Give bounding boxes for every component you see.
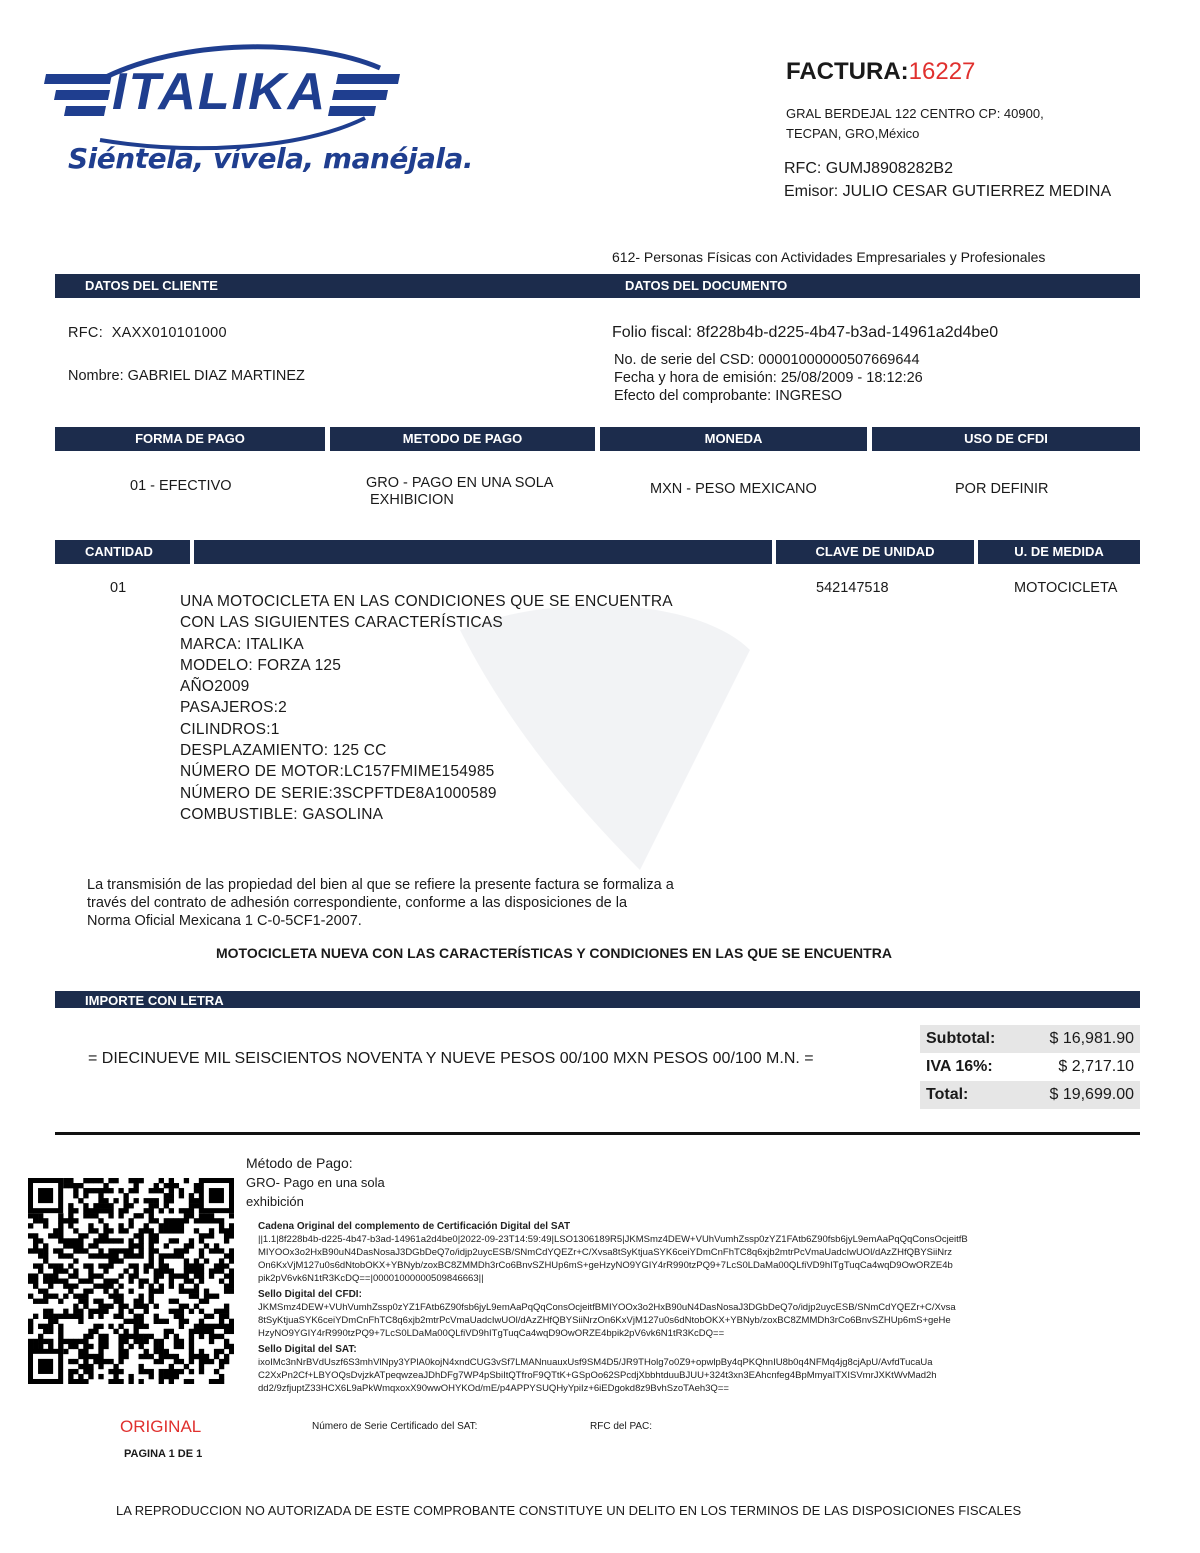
cliente-rfc-value: XAXX010101000 — [111, 325, 227, 341]
disclaimer: LA REPRODUCCION NO AUTORIZADA DE ESTE COMPROBANTE CONSTITUYE UN DELITO EN LOS TERMINOS DE LAS DISPOSICIONES FISCALES — [116, 1503, 1022, 1518]
subtotal-label: Subtotal: — [920, 1025, 1021, 1053]
no-serie-sat-label: Número de Serie Certificado del SAT: — [312, 1421, 478, 1432]
rfc-pac-label: RFC del PAC: — [590, 1421, 653, 1432]
cliente-nombre — [68, 368, 305, 384]
iva-label: IVA 16%: — [926, 1058, 993, 1075]
metodo-pago-header-label: METODO DE PAGO — [402, 431, 523, 446]
efecto-comprobante: Efecto del comprobante: INGRESO — [614, 388, 843, 404]
total-label: Total: — [920, 1081, 1021, 1109]
concepto-descripcion — [180, 591, 673, 825]
uso-cfdi-value: POR DEFINIR — [955, 481, 1049, 497]
sello-cfdi-line: 8tSyKtjuaSYK6ceiYDmCnFhTC8q6xjb2mtrPcVmaUadcIwUOl/dAzZHfQBYSiiNrzOn6KxVjM127u0s6dNtobOKX+YBNyb/zoxBC8ZMMDh3rCo6BnvSZHUp6mS+geHe — [258, 1315, 951, 1326]
header-uso-cfdi — [872, 427, 1140, 451]
factura-title — [786, 58, 975, 86]
header-descripcion — [194, 540, 772, 564]
divider-line — [55, 1132, 1140, 1135]
header-unidad-medida — [978, 540, 1140, 564]
metodo-pago-value-line2: EXHIBICION — [370, 492, 454, 508]
header-forma-pago — [55, 427, 325, 451]
fecha-emision: Fecha y hora de emisión: 25/08/2009 - 18:12:26 — [614, 370, 923, 386]
moneda-header-label: MONEDA — [704, 431, 763, 446]
descripcion-line: CILINDROS:1 — [180, 720, 280, 738]
cliente-nombre-label: Nombre: — [68, 368, 124, 384]
sello-cfdi-line: HzyNO9YGIY4rR990tzPQ9+7LcS0LDaMa00QLfiVD9hITgTuqCa4wqD9OwORZE4bpik2pV6vk6N1tR3KcDQ== — [258, 1328, 725, 1339]
cliente-nombre-value: GABRIEL DIAZ MARTINEZ — [127, 368, 305, 384]
importe-title: IMPORTE CON LETRA — [85, 993, 224, 1008]
documento-section-title: DATOS DEL DOCUMENTO — [625, 278, 788, 293]
descripcion-line: NÚMERO DE SERIE:3SCPFTDE8A1000589 — [180, 784, 497, 802]
logo-wordmark: ITALIKA — [112, 63, 328, 121]
transmision-line3: Norma Oficial Mexicana 1 C-0-5CF1-2007. — [87, 913, 362, 929]
qr-code — [28, 1178, 234, 1384]
subtotal-row — [920, 1025, 1140, 1053]
clave-unidad-header-label: CLAVE DE UNIDAD — [815, 544, 935, 559]
descripcion-line: AÑO2009 — [180, 678, 250, 696]
factura-number: 16227 — [908, 58, 976, 85]
header-cantidad — [55, 540, 190, 564]
total-value: $ 19,699.00 — [1021, 1081, 1140, 1109]
forma-pago-value: 01 - EFECTIVO — [130, 478, 232, 494]
concepto-cantidad: 01 — [110, 580, 127, 596]
header-clave-unidad — [776, 540, 974, 564]
descripcion-line: MODELO: FORZA 125 — [180, 656, 342, 674]
descripcion-line: DESPLAZAMIENTO: 125 CC — [180, 742, 387, 760]
cadena-original — [258, 1220, 1138, 1395]
sello-sat-line: C2XxPn2Cf+LBYOQsDvjzkATpeqwzeaJDhDFg7WP4pSbiItQTfroF9QTtK+GSpOo62SPcdjXbbhtduuBJUU+324t3xn3EAhcnfeg4BpMmyaITXISVmrJXKtWvMad2h — [258, 1370, 937, 1381]
cadena-line: On6KxVjM127u0s6dNtobOKX+YBNyb/zoxBC8ZMMDh3rCo6BnvSZHUp6mS+geHzyNO9YGIY4rR990tzPQ9+7LcS0LDaMa00QLfiVD9hITgTuqCa4wqD9OwORZE4b — [258, 1260, 953, 1271]
cliente-rfc-label: RFC: — [68, 325, 104, 341]
descripcion-line: CON LAS SIGUIENTES CARACTERÍSTICAS — [180, 614, 503, 632]
totals-table — [920, 1025, 1140, 1109]
cadena-line: pik2pV6vk6N1tR3KcDQ==|00001000000509846663|| — [258, 1273, 484, 1284]
pagina-label: PAGINA 1 DE 1 — [124, 1448, 203, 1460]
footer-metodo-line2: exhibición — [246, 1194, 304, 1209]
sello-sat-line: ixoIMc3nNrBVdUszf6S3mhVlNpy3YPlA0kojN4xndCUG3vSf7LMANnuauxUsf9SM4D5/JR9THolg7o0Z9+opwlpBy4qPKQhnIU8b0q4NFMq4jg8cjApU/AvfdTucaUa — [258, 1357, 933, 1368]
sello-cfdi-line: JKMSmz4DEW+VUhVumhZssp0zYZ1FAtb6Z90fsb6jyL9emAaPqQqConsOcjeitfBMIYOOx3o2HxB90uN4DasNosaJ3DGbDeQ7o/idjp2uycESB/SNmCdYQEZr+C/Xvsa — [258, 1302, 956, 1313]
folio-label: Folio fiscal: — [612, 324, 693, 341]
sello-sat-title: Sello Digital del SAT: — [258, 1344, 357, 1355]
moneda-value: MXN - PESO MEXICANO — [650, 481, 817, 497]
iva-value: $ 2,717.10 — [1058, 1058, 1134, 1075]
concepto-clave: 542147518 — [816, 580, 889, 596]
cantidad-header-label: CANTIDAD — [85, 544, 153, 559]
importe-letra: = DIECINUEVE MIL SEISCIENTOS NOVENTA Y NUEVE PESOS 00/100 MXN PESOS 00/100 M.N. = — [88, 1050, 814, 1067]
regimen-fiscal: 612- Personas Físicas con Actividades Empresariales y Profesionales — [612, 249, 1046, 265]
sello-sat-line: dd2/9zfjuptZ33HCX6L9aPkWmqxoxX90wwOHYKOd/mE/p4APPYSUQHyYpiIz+6iEDgokd8z9BvhSzoTAeh3Q== — [258, 1383, 729, 1394]
emisor-address-line2: TECPAN, GRO,México — [786, 126, 920, 141]
factura-label: FACTURA: — [786, 58, 909, 85]
emisor-rfc: RFC: GUMJ8908282B2 — [784, 160, 953, 177]
transmision-line1: La transmisión de las propiedad del bien al que se refiere la presente factura se formaliza a — [87, 877, 674, 893]
footer-metodo-title: Método de Pago: — [246, 1155, 353, 1171]
importe-bar — [55, 991, 1140, 1008]
header-moneda — [600, 427, 867, 451]
total-row — [920, 1081, 1140, 1109]
folio-value: 8f228b4b-d225-4b47-b3ad-14961a2d4be0 — [696, 324, 999, 341]
sello-cfdi-title: Sello Digital del CFDI: — [258, 1289, 362, 1300]
cliente-section-title: DATOS DEL CLIENTE — [85, 278, 218, 293]
footer-metodo-line1: GRO- Pago en una sola — [246, 1175, 385, 1190]
emisor-name: Emisor: JULIO CESAR GUTIERREZ MEDINA — [784, 183, 1112, 200]
descripcion-line: NÚMERO DE MOTOR:LC157FMIME154985 — [180, 763, 495, 781]
logo-slogan: Siéntela, vívela, manéjala. — [68, 142, 474, 175]
emisor-address-line1: GRAL BERDEJAL 122 CENTRO CP: 40900, — [786, 106, 1044, 121]
cadena-line: MIYOOx3o2HxB90uN4DasNosaJ3DGbDeQ7o/idjp2uycESB/SNmCdYQEZr+C/Xvsa8tSyKtjuaSYK6ceiYDmCnFhTC8q6xjb2mtrPcVmaUadcIwUOl/dAzZHfQBYSiiNrz — [258, 1247, 953, 1258]
iva-row — [920, 1053, 1140, 1081]
descripcion-line: COMBUSTIBLE: GASOLINA — [180, 805, 384, 823]
motocicleta-nueva-note: MOTOCICLETA NUEVA CON LAS CARACTERÍSTICAS Y CONDICIONES EN LAS QUE SE ENCUENTRA — [216, 945, 892, 961]
descripcion-line: PASAJEROS:2 — [180, 699, 288, 717]
section-bar-datos — [55, 274, 1140, 298]
folio-fiscal — [612, 324, 998, 342]
forma-pago-header-label: FORMA DE PAGO — [135, 431, 245, 446]
transmision-line2: través del contrato de adhesión correspondiente, conforme a las disposiciones de la — [87, 895, 628, 911]
qr-code-graphic — [28, 1178, 234, 1384]
original-label: ORIGINAL — [120, 1417, 202, 1436]
cadena-line: ||1.1|8f228b4b-d225-4b47-b3ad-14961a2d4be0|2022-09-23T14:59:49|LSO1306189R5|JKMSmz4DEW+VUhVumhZssp0zYZ1FAtb6Z90fsb6jyL9emAaPqQqConsOcjeitfB — [258, 1234, 968, 1245]
header-metodo-pago — [330, 427, 595, 451]
metodo-pago-value-line1: GRO - PAGO EN UNA SOLA — [366, 475, 554, 491]
descripcion-line: UNA MOTOCICLETA EN LAS CONDICIONES QUE SE ENCUENTRA — [180, 593, 673, 610]
descripcion-line: MARCA: ITALIKA — [180, 635, 304, 653]
cliente-rfc — [68, 325, 227, 341]
unidad-medida-header-label: U. DE MEDIDA — [1014, 544, 1104, 559]
cadena-title: Cadena Original del complemento de Certificación Digital del SAT — [258, 1221, 571, 1232]
concepto-medida: MOTOCICLETA — [1014, 580, 1118, 596]
uso-cfdi-header-label: USO DE CFDI — [964, 431, 1048, 446]
italika-logo — [40, 40, 474, 190]
serie-csd: No. de serie del CSD: 00001000000507669644 — [614, 352, 920, 368]
subtotal-value: $ 16,981.90 — [1021, 1025, 1140, 1053]
